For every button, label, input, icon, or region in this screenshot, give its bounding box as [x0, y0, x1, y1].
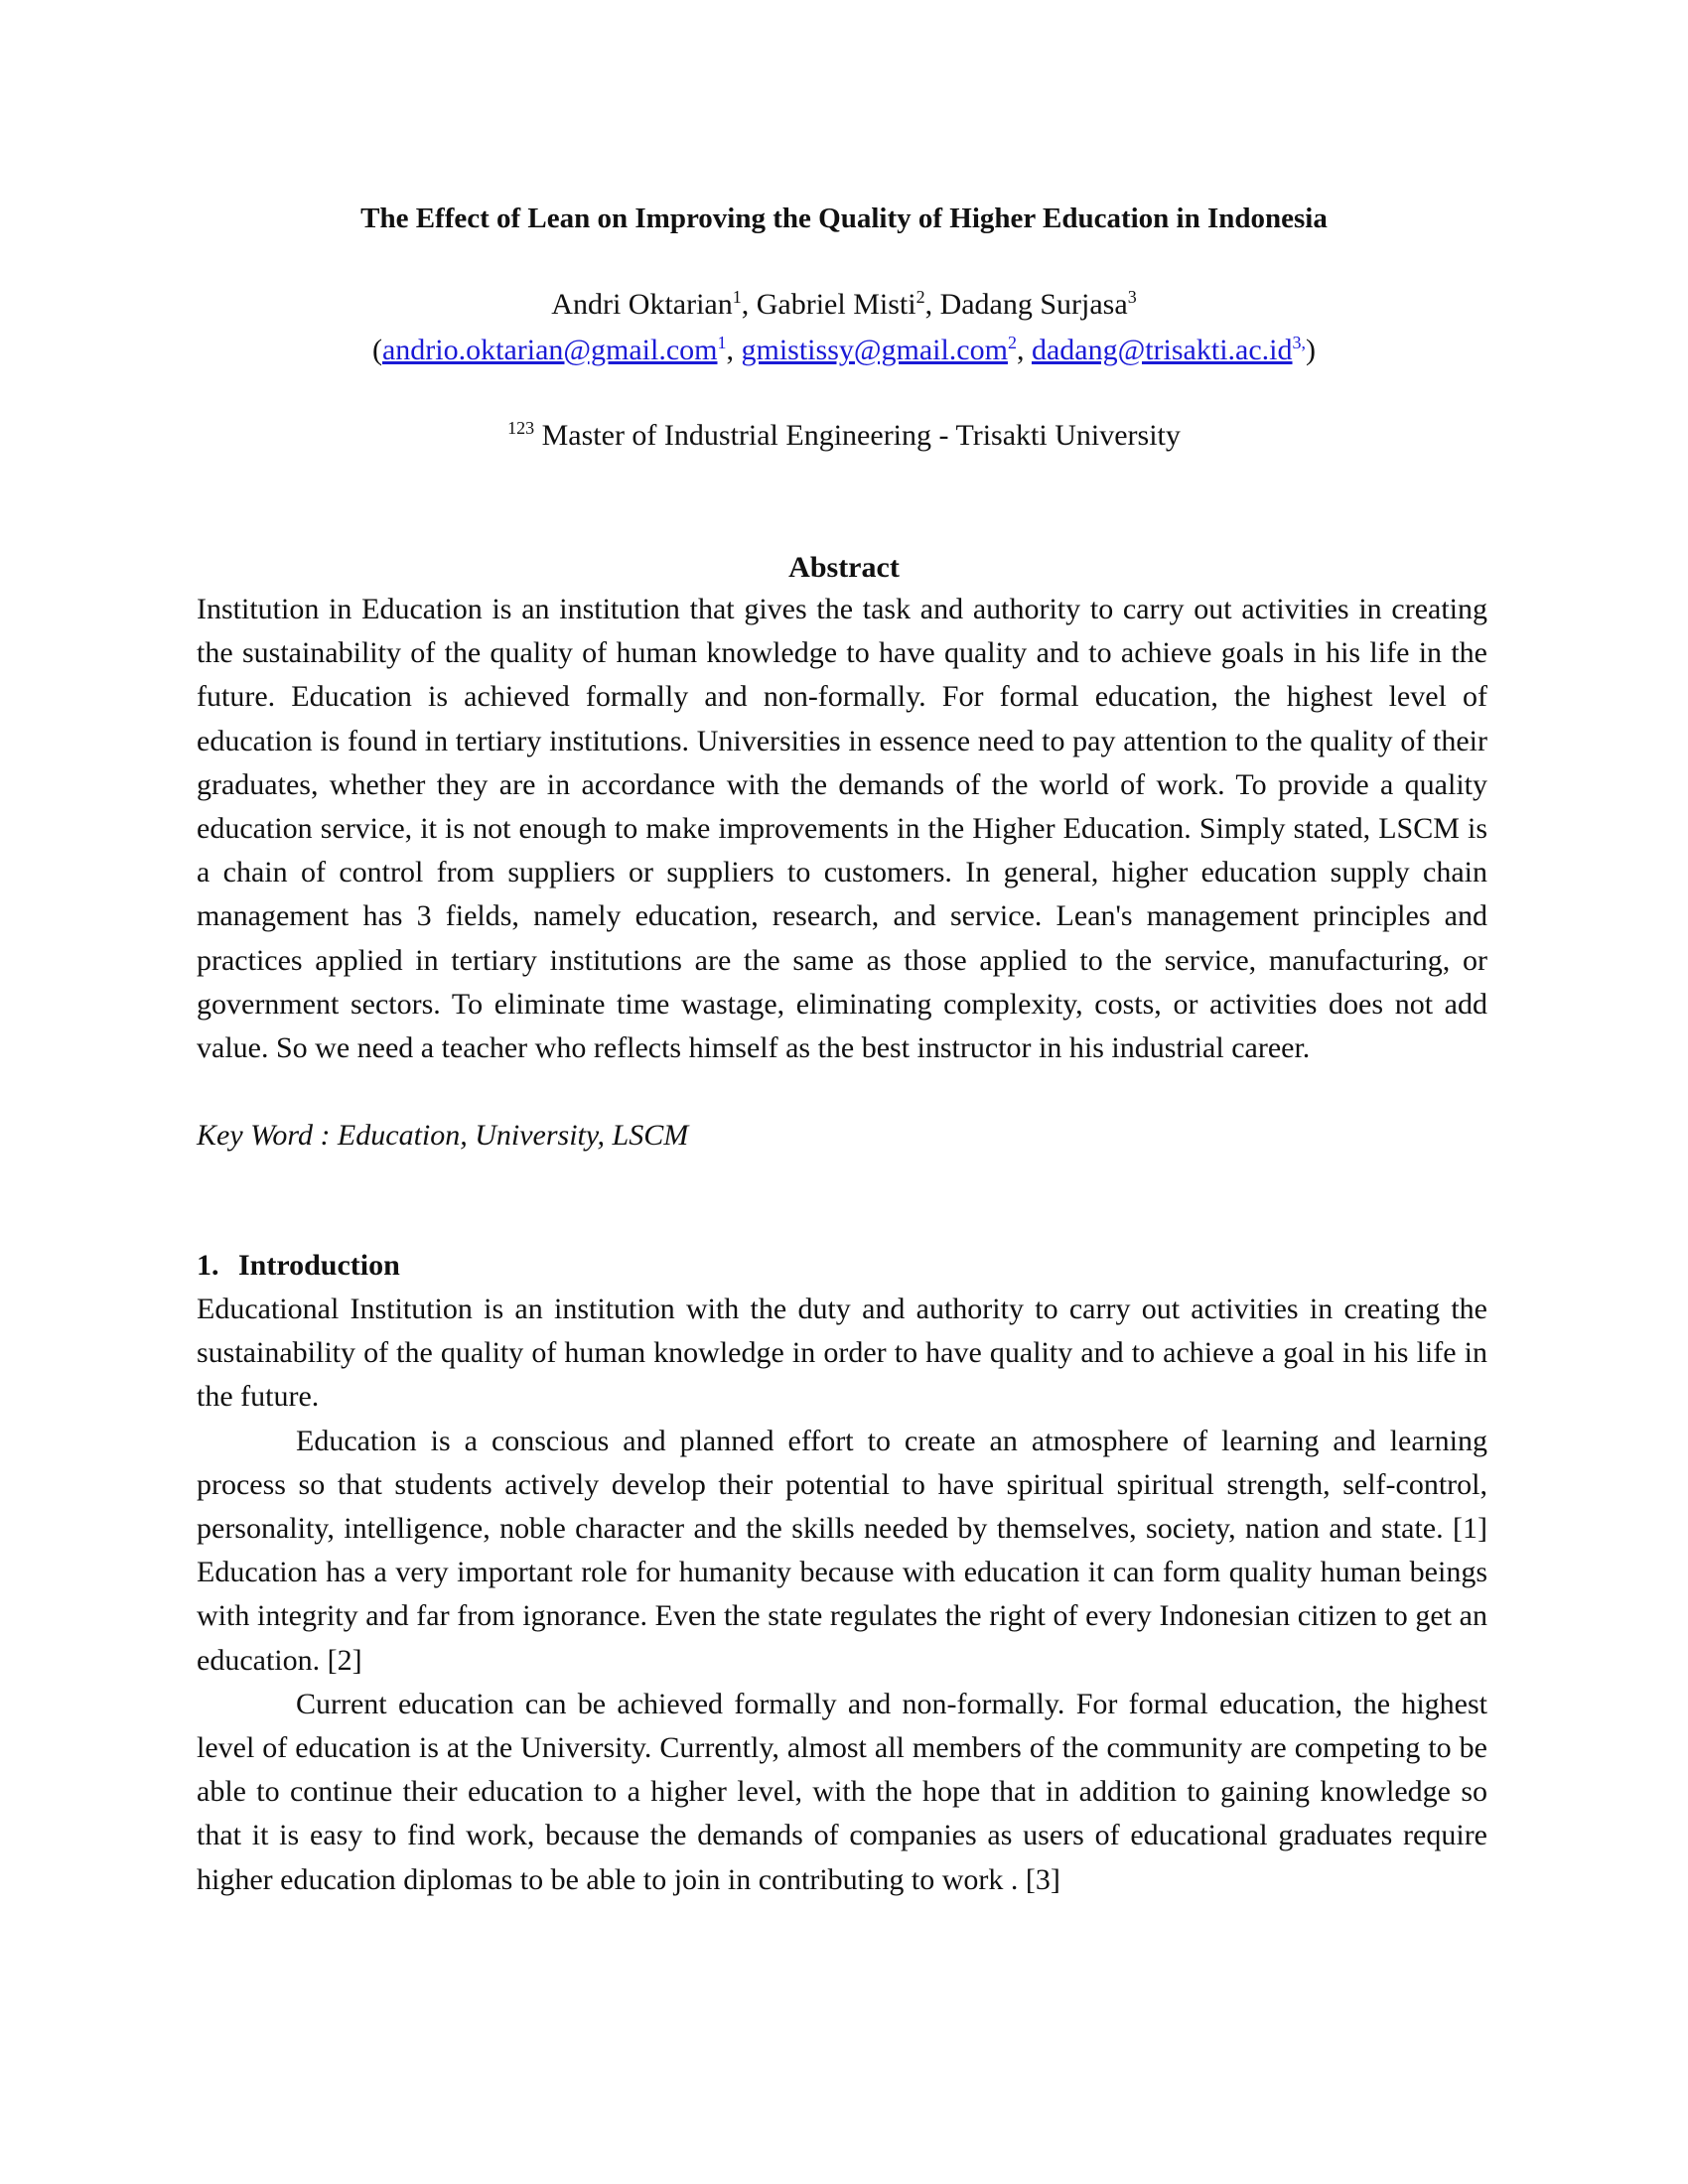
- author-list: Andri Oktarian$^1$, Gabriel Misti$^2$, Dadang Surjasa$^3$: [551, 287, 1137, 321]
- section-number: 1.: [197, 1249, 219, 1282]
- email-link[interactable]: dadang@trisakti.ac.id: [1031, 334, 1293, 366]
- author-mark: 2: [915, 287, 925, 307]
- author-name: Gabriel Misti: [756, 288, 916, 321]
- keywords: Key Word : Education, University, LSCM: [197, 1119, 689, 1152]
- author-mark: 3: [1127, 287, 1137, 307]
- affiliation: [0, 413, 1688, 459]
- author-mark: 1: [732, 287, 742, 307]
- section-title: Introduction: [238, 1249, 400, 1282]
- body-paragraph: Current education can be achieved formally and non-formally. For formal education, the highest level of education is at the University. Currently, almost all members of the community are competing to be able to continue their education to a higher level, with the hope that in addition to gaining knowledge so that it is easy to find work, because the demands of companies as users of educational graduates require higher education diplomas to be able to join in contributing to work . [3]: [197, 1687, 1487, 1896]
- abstract-heading: Abstract: [788, 551, 900, 584]
- email-mark: 1: [717, 333, 727, 352]
- affiliation-marks: 123: [507, 418, 535, 438]
- introduction-section: [197, 1288, 1487, 1902]
- abstract-section: [197, 588, 1487, 1070]
- author-emails: (andrio.oktarian@gmail.com$^1$, gmistissy@gmail.com$^2$, $dadang@trisakti.ac.id^{3,}$): [371, 333, 1317, 366]
- section-heading-introduction: [197, 1244, 400, 1288]
- author-name: Dadang Surjasa: [939, 288, 1128, 321]
- paper-title: The Effect of Lean on Improving the Quality of Higher Education in Indonesia: [360, 203, 1328, 234]
- body-paragraph: Educational Institution is an institution with the duty and authority to carry out activities in creating the sustainability of the quality of human knowledge in order to have quality and to achieve a goal in his life in the future.: [197, 1293, 1487, 1414]
- author-name: Andri Oktarian: [551, 288, 733, 321]
- email-link[interactable]: gmistissy@gmail.com: [741, 334, 1008, 366]
- email-mark: 3,: [1292, 333, 1307, 352]
- body-paragraph: Education is a conscious and planned effort to create an atmosphere of learning and learning process so that students actively develop their potential to have spiritual spiritual strength, self-control, personality, intelligence, noble character and the skills needed by themselves, society, nation and state. [1] Education has a very important role for humanity because with education it can form quality human beings with integrity and far from ignorance. Even the state regulates the right of every Indonesian citizen to get an education. [2]: [197, 1424, 1487, 1677]
- affiliation-text: Master of Industrial Engineering - Trisakti University: [541, 419, 1181, 452]
- abstract-text: Institution in Education is an institution that gives the task and authority to carry out activities in creating the sustainability of the quality of human knowledge to have quality and to achieve goals in his life in the future. Education is achieved formally and non-formally. For formal education, the highest level of education is found in tertiary institutions. Universities in essence need to pay attention to the quality of their graduates, whether they are in accordance with the demands of the world of work. To provide a quality education service, it is not enough to make improvements in the Higher Education. Simply stated, LSCM is a chain of control from suppliers or suppliers to customers. In general, higher education supply chain management has 3 fields, namely education, research, and service. Lean's management principles and practices applied in tertiary institutions are the same as those applied to the service, manufacturing, or government sectors. To eliminate time wastage, eliminating complexity, costs, or activities does not add value. So we need a teacher who reflects himself as the best instructor in his industrial career.: [197, 593, 1487, 1065]
- email-mark: 2: [1007, 333, 1017, 352]
- email-link[interactable]: andrio.oktarian@gmail.com: [381, 334, 718, 366]
